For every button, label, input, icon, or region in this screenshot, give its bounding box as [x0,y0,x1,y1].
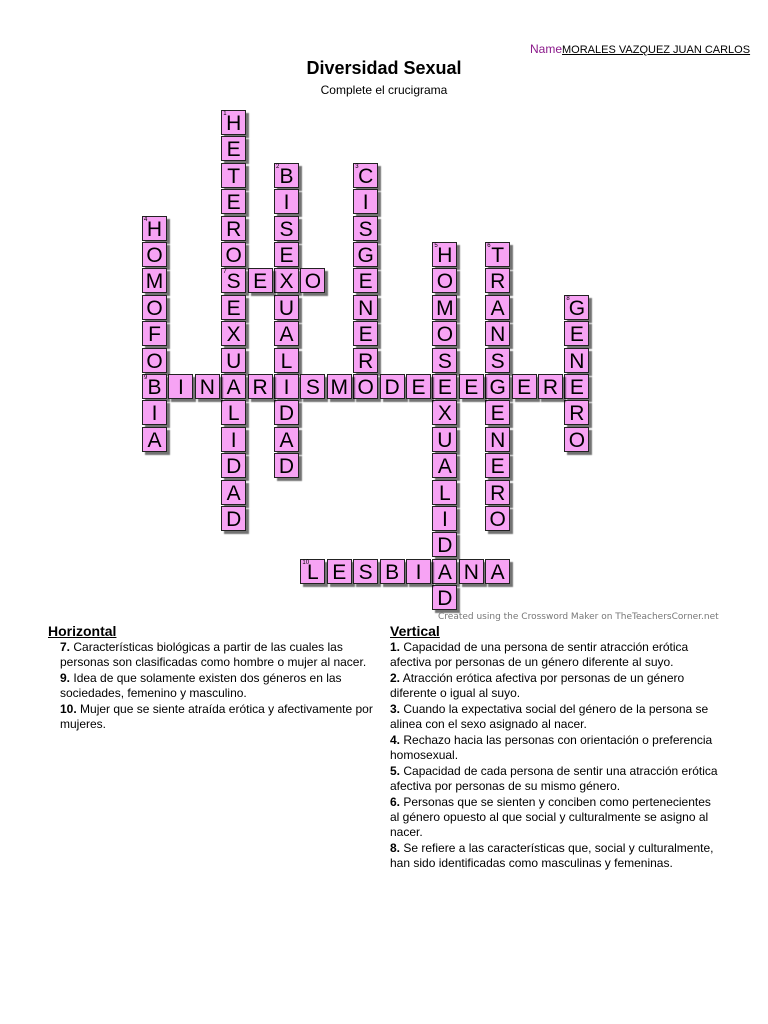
cell-letter: D [437,534,453,558]
crossword-cell[interactable] [221,427,246,452]
cell-letter: I [230,428,237,452]
cell-letter: C [358,164,374,188]
cell-letter: H [437,244,453,267]
cell-letter: A [147,428,162,452]
crossword-cell[interactable] [195,374,220,399]
cell-letter: O [146,349,163,373]
cell-letter: N [490,428,506,452]
credit-line: Created using the Crossword Maker on TheTeachersCorner.net [438,612,719,622]
clue-item: 9. Idea de que solamente existen dos géneros en las sociedades, femenino y masculino. [60,671,342,700]
cell-letter: D [226,455,242,479]
crossword-cell[interactable] [327,559,352,584]
crossword-cell[interactable] [274,453,299,478]
cell-letter: O [436,323,454,347]
page-title: Diversidad Sexual [306,58,462,78]
crossword-cell[interactable] [327,374,352,399]
crossword-cell[interactable] [564,374,589,399]
cell-letter: O [436,270,454,294]
cell-letter: B [279,164,294,188]
cell-letter: E [226,191,241,215]
cell-letter: F [148,323,161,347]
cell-letter: A [490,296,505,320]
crossword-cell[interactable] [432,348,457,373]
cell-letter: A [279,323,294,347]
clue-number: 7 [223,269,227,276]
crossword-cell[interactable] [406,559,431,584]
cell-letter: O [357,376,374,399]
cell-letter: T [491,244,505,267]
crossword-cell[interactable] [353,163,378,188]
cell-letter: B [385,560,400,584]
crossword-cell[interactable] [142,242,167,267]
cell-letter: S [279,217,294,241]
cell-letter: D [278,455,295,479]
crossword-cell[interactable] [353,295,378,320]
cell-letter: A [226,481,241,505]
cell-letter: E [226,138,241,162]
horizontal-clue-list [48,640,378,732]
cell-letter: R [569,402,585,426]
cell-letter: N [199,376,215,399]
cell-letter: U [278,296,295,320]
crossword-cell[interactable] [485,242,510,267]
cell-letter: G [357,244,374,267]
crossword-cell[interactable] [432,559,457,584]
cell-letter: D [278,402,295,426]
cell-letter: E [517,376,532,399]
name-value: MORALES VAZQUEZ JUAN CARLOS [562,44,751,56]
clue-number: 6 [487,243,491,249]
cell-letter: M [330,376,349,399]
cell-letter: E [437,376,452,399]
cell-letter: M [436,296,454,320]
cell-letter: O [568,428,586,452]
cell-letter: S [358,217,373,241]
crossword-cell[interactable] [485,453,510,478]
crossword-cell[interactable] [564,321,589,346]
cell-letter: L [307,560,319,584]
crossword-cell[interactable] [221,400,246,425]
crossword-cell[interactable] [274,400,299,425]
crossword-cell[interactable] [221,506,246,531]
cell-letter: I [283,191,290,215]
cell-letter: O [146,244,163,267]
cell-letter: I [441,508,448,531]
cell-letter: S [305,376,320,399]
crossword-cell[interactable] [221,110,246,135]
crossword-cell[interactable] [142,400,167,425]
clue-number: 1 [223,111,227,117]
cell-letter: E [226,296,241,320]
crossword-cell[interactable] [300,374,325,399]
crossword-cell[interactable] [353,321,378,346]
crossword-cell[interactable] [168,374,193,399]
crossword-cell[interactable] [142,295,167,320]
cell-letter: I [151,402,158,426]
cell-letter: T [227,164,241,188]
cell-letter: E [569,376,584,399]
crossword-cell[interactable] [248,268,273,293]
clue-item: 5. Capacidad de cada persona de sentir una atracción erótica afectiva por personas de su mismo género. [390,764,718,793]
crossword-cell[interactable] [432,374,457,399]
clue-number: 10 [302,559,310,566]
cell-letter: E [490,402,505,426]
cell-letter: S [490,349,505,373]
cell-letter: X [437,402,452,426]
crossword-cell[interactable] [300,268,325,293]
crossword-cell[interactable] [274,427,299,452]
crossword-cell[interactable] [221,321,246,346]
crossword-cell[interactable] [406,374,431,399]
crossword-cell[interactable] [485,268,510,293]
crossword-cell[interactable] [300,559,325,584]
cell-letter: A [490,560,505,584]
cell-letter: X [279,270,294,294]
crossword-cell[interactable] [432,400,457,425]
cell-letter: A [437,455,452,479]
clue-number: 2 [276,163,280,170]
cell-letter: E [569,323,584,347]
crossword-cell[interactable] [432,295,457,320]
crossword-cell[interactable] [221,374,246,399]
cell-letter: E [490,455,505,479]
crossword-cell[interactable] [432,532,457,557]
cell-letter: A [437,560,452,584]
crossword-cell[interactable] [274,321,299,346]
crossword-cell[interactable] [274,268,299,293]
crossword-cell[interactable] [221,268,246,293]
cell-letter: M [145,270,164,294]
crossword-cell[interactable] [538,374,563,399]
crossword-cell[interactable] [459,559,484,584]
crossword-cell[interactable] [353,189,378,214]
cell-letter: X [226,323,241,347]
cell-letter: S [226,270,241,294]
cell-letter: S [358,560,373,584]
crossword-cell[interactable] [221,480,246,505]
cell-letter: N [358,296,374,320]
crossword-cell[interactable] [485,400,510,425]
crossword-cell[interactable] [221,453,246,478]
crossword-cell[interactable] [274,374,299,399]
cell-letter: G [489,376,506,399]
cell-letter: N [490,323,506,347]
cell-letter: A [279,428,294,452]
clue-number: 9 [144,375,148,381]
crossword-cell[interactable] [512,374,537,399]
crossword-cell[interactable] [274,189,299,214]
name-label: Name [530,42,563,56]
crossword-cell[interactable] [274,163,299,188]
crossword-cell[interactable] [380,559,405,584]
cell-letter: H [146,217,163,241]
crossword-cell[interactable] [274,242,299,267]
cell-letter: I [362,191,369,215]
clue-item: 2. Atracción erótica afectiva por personas de un género diferente o igual al suyo. [390,671,685,700]
cell-letter: D [226,508,242,531]
crossword-cell[interactable] [485,480,510,505]
crossword-cell[interactable] [485,374,510,399]
clue-item: 3. Cuando la expectativa social del género de la persona se alinea con el sexo asignado al nacer. [390,702,709,731]
cell-letter: N [463,560,479,584]
cell-letter: L [280,349,293,373]
crossword-cell[interactable] [353,348,378,373]
crossword-cell[interactable] [221,163,246,188]
crossword-cell[interactable] [142,268,167,293]
crossword-cell[interactable] [459,374,484,399]
cell-letter: E [464,376,479,399]
crossword-cell[interactable] [380,374,405,399]
clue-item: 6. Personas que se sienten y conciben como pertenecientes al género opuesto al que social y culturalmente se asigno al nacer. [390,795,711,839]
clue-item: 7. Características biológicas a partir de las cuales las personas son clasificadas como hombre o mujer al nacer. [60,640,367,669]
crossword-cell[interactable] [221,136,246,161]
crossword-cell[interactable] [221,242,246,267]
cell-letter: L [439,481,451,505]
crossword-cell[interactable] [274,348,299,373]
horizontal-clues [48,624,378,733]
crossword-cell[interactable] [564,295,589,320]
clue-number: 5 [434,243,438,249]
cell-letter: D [437,587,453,611]
cell-letter: I [177,376,184,399]
crossword-cell[interactable] [485,559,510,584]
cell-letter: A [226,376,241,399]
cell-letter: R [490,270,506,294]
horizontal-heading: Horizontal [48,623,117,639]
crossword-cell[interactable] [142,427,167,452]
crossword-cell[interactable] [432,585,457,610]
crossword-cell[interactable] [142,348,167,373]
crossword-cell[interactable] [564,427,589,452]
cell-letter: B [147,376,162,399]
crossword-cell[interactable] [564,400,589,425]
cell-letter: R [490,481,506,505]
clue-number: 8 [566,295,570,302]
crossword-cell[interactable] [432,242,457,267]
cell-letter: R [252,376,268,399]
clue-item: 1. Capacidad de una persona de sentir atracción erótica afectiva por personas de un género diferente al suyo. [390,640,689,669]
vertical-clue-list [390,640,720,871]
cell-letter: I [283,376,290,399]
crossword-cell[interactable] [221,348,246,373]
crossword-cell[interactable] [353,559,378,584]
cell-letter: E [358,270,373,294]
crossword-cell[interactable] [564,348,589,373]
crossword-cell[interactable] [274,216,299,241]
crossword-cell[interactable] [485,295,510,320]
cell-letter: G [568,296,586,320]
clue-number: 4 [144,216,148,223]
cell-letter: O [489,508,506,531]
crossword-cell[interactable] [353,242,378,267]
crossword-cell[interactable] [485,427,510,452]
cell-letter: O [146,296,163,320]
cell-letter: E [253,270,268,294]
crossword-cell[interactable] [432,321,457,346]
crossword-cell[interactable] [485,321,510,346]
clue-item: 8. Se refiere a las características que, social y culturalmente, han sido identificadas como masculinas y femeninas. [390,841,714,870]
crossword-cell[interactable] [432,268,457,293]
crossword-cell[interactable] [432,480,457,505]
crossword-cell[interactable] [353,216,378,241]
cell-letter: R [542,376,559,399]
crossword-cell[interactable] [274,295,299,320]
crossword-cell[interactable] [142,321,167,346]
cell-letter: H [226,112,242,135]
crossword-cell[interactable] [142,216,167,241]
cell-letter: R [226,217,242,241]
cell-letter: R [358,349,374,373]
cell-letter: D [384,376,400,399]
crossword-cell[interactable] [221,189,246,214]
crossword-cell[interactable] [485,348,510,373]
cell-letter: E [411,376,426,399]
crossword-cell[interactable] [221,216,246,241]
crossword-cell[interactable] [248,374,273,399]
crossword-cell[interactable] [142,374,167,399]
cell-letter: E [279,244,294,267]
crossword-cell[interactable] [432,453,457,478]
crossword-cell[interactable] [353,268,378,293]
vertical-clues [390,624,720,872]
cell-letter: I [415,560,422,584]
crossword-cell[interactable] [353,374,378,399]
cell-letter: E [358,323,373,347]
crossword-cell[interactable] [221,295,246,320]
crossword-cell[interactable] [432,427,457,452]
cell-letter: L [227,402,240,426]
cell-letter: O [304,270,322,294]
cell-letter: U [226,349,242,373]
cell-letter: S [437,349,452,373]
clue-item: 4. Rechazo hacia las personas con orientación o preferencia homosexual. [390,733,713,762]
cell-letter: O [225,244,242,267]
vertical-heading: Vertical [390,623,440,639]
cell-letter: N [569,349,585,373]
crossword-cell[interactable] [485,506,510,531]
page-subtitle: Complete el crucigrama [320,83,448,97]
clue-number: 3 [355,163,359,170]
cell-letter: U [437,428,453,452]
cell-letter: E [332,560,347,584]
clue-item: 10. Mujer que se siente atraída erótica y afectivamente por mujeres. [60,702,373,731]
crossword-cell[interactable] [432,506,457,531]
